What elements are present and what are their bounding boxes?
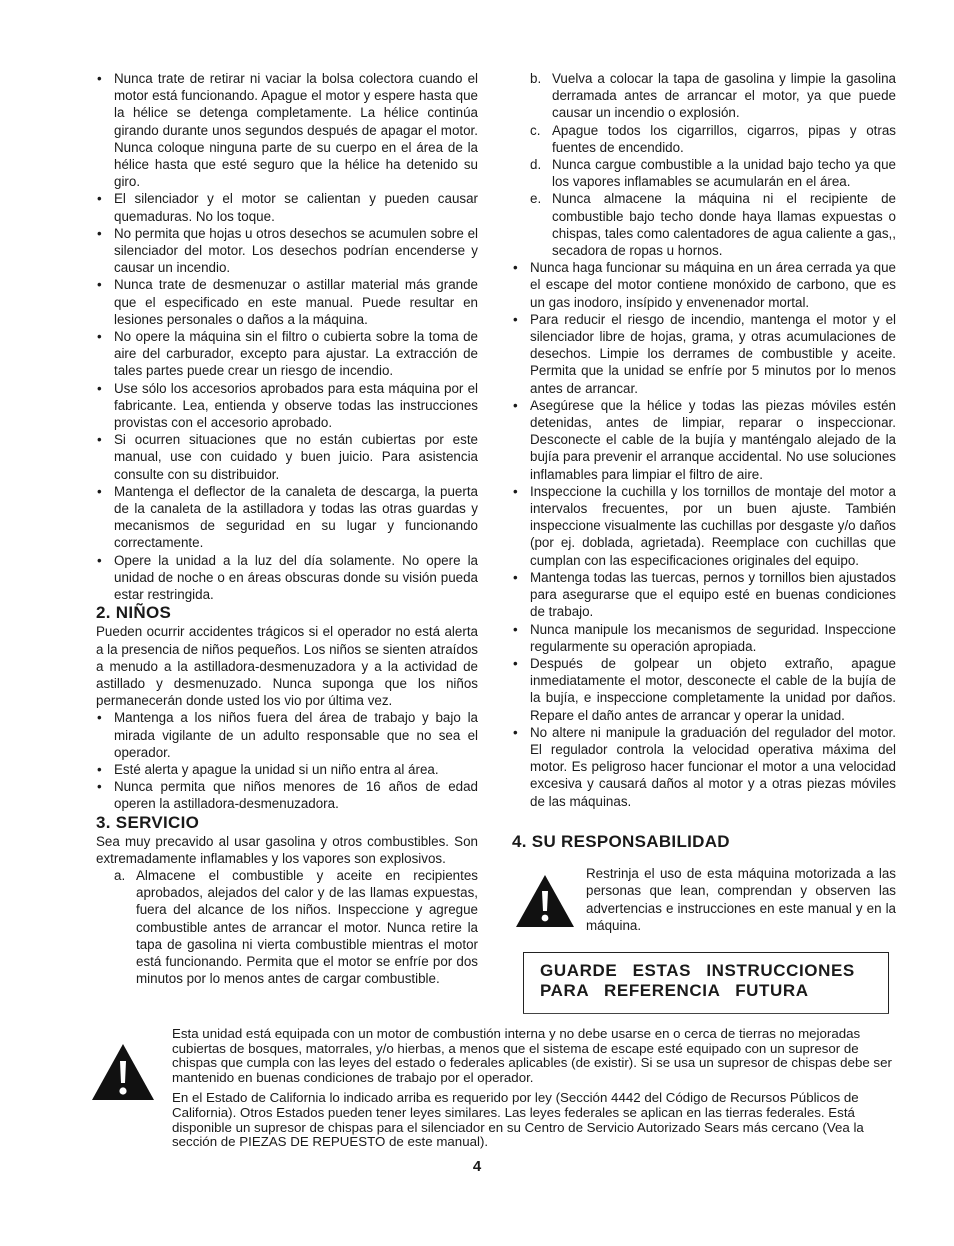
list-item: • No altere ni manipule la graduación del regulador del motor. El regulador controla la velocidad operativa máxima del motor. Es peligroso hacer funcionar el motor a una velocidad excesiva y causará daños al motor y a otras piezas móviles de las máquinas. bbox=[512, 724, 896, 810]
keep-instructions-line-1: GUARDE ESTAS INSTRUCCIONES bbox=[540, 961, 855, 980]
warning-triangle-icon bbox=[514, 873, 576, 933]
servicio-intro: Sea muy precavido al usar gasolina y otros combustibles. Son extremadamente inflamables y los vapores son explosivos. bbox=[96, 833, 478, 866]
list-item-text: Almacene el combustible y aceite en recipientes aprobados, alejados del calor y de las llamas expuestas, fuera del alcance de los niños. Inspeccione y agregue combustible antes de arrancar el motor. Nunca retire la tapa de gasolina ni vierta combustible mientras el motor está funcionando. Permita que el motor se enfríe por dos minutos por lo menos antes de cargar combustible. bbox=[136, 867, 478, 987]
section-heading-responsabilidad: 4. SU RESPONSABILIDAD bbox=[512, 831, 730, 851]
keep-instructions-title bbox=[540, 961, 855, 1001]
ninos-bullet-list bbox=[96, 709, 478, 812]
list-item: • Nunca trate de retirar ni vaciar la bolsa colectora cuando el motor está funcionando. Apague el motor y espere hasta que la hélice se detenga completamente. La hélice continúa girando durante unos segundos después de apagar el motor. Nunca coloque ninguna parte de su cuerpo en el área de la hélice hasta que esté seguro que la hélice ha detenido su giro. bbox=[96, 70, 478, 190]
list-item bbox=[512, 122, 896, 156]
keep-instructions-line-2: PARA REFERENCIA FUTURA bbox=[540, 981, 809, 1000]
ninos-intro: Pueden ocurrir accidentes trágicos si el operador no está alerta a la presencia de niños pequeños. Los niños se sienten atraídos a menudo a la astilladora-desmenuzadora y a la actividad de astillado y desmenuzado. Nunca suponga que los niños permanecerán donde usted los vio por última vez. bbox=[96, 624, 478, 709]
left-column bbox=[96, 70, 478, 987]
list-item: • Si ocurren situaciones que no están cubiertas por este manual, use con cuidado y buen juicio. Para asistencia consulte con su distribuidor. bbox=[96, 431, 478, 483]
list-marker: e. bbox=[530, 191, 542, 207]
list-item: • Esté alerta y apague la unidad si un niño entra al área. bbox=[96, 761, 478, 778]
list-item-text: Nunca cargue combustible a la unidad bajo techo ya que los vapores inflamables se acumularán en el área. bbox=[552, 157, 896, 190]
box-divider bbox=[523, 1013, 889, 1014]
notice-paragraph: En el Estado de California lo indicado arriba es requerido por ley (Sección 4442 del Código de Recursos Públicos de California). Otros Estados pueden tener leyes similares. Las leyes federales se aplican en las tierras federales. Está disponible un supresor de chispas para el silenciador en su Centro de Servicio Autorizado Sears más cercano (Vea la sección de PIEZAS DE REPUESTO de este manual). bbox=[172, 1090, 864, 1150]
list-item-text: Apague todos los cigarrillos, cigarros, pipas y otras fuentes de encendido. bbox=[552, 122, 896, 155]
list-item: • Después de golpear un objeto extraño, apague inmediatamente el motor, desconecte el cable de la bujía de la bujía, e inspeccione completamente la unidad por daños. Repare el daño antes de arrancar y operar la unidad. bbox=[512, 655, 896, 724]
right-column bbox=[512, 70, 896, 947]
list-item: • Nunca trate de desmenuzar o astillar material más grande que el especificado en este manual. Puede resultar en lesiones personales o daños a la máquina. bbox=[96, 276, 478, 328]
list-item-text: Vuelva a colocar la tapa de gasolina y limpie la gasolina derramada antes de arrancar el motor, ya que puede causar un incendio o explosión. bbox=[552, 71, 896, 121]
list-item: • Nunca haga funcionar su máquina en un área cerrada ya que el escape del motor contiene monóxido de carbono, que es un gas inodoro, insípido y envenenador mortal. bbox=[512, 259, 896, 311]
responsabilidad-text: Restrinja el uso de esta máquina motorizada a las personas que lean, comprendan y observen las advertencias e instrucciones en este manual y en la máquina. bbox=[586, 866, 896, 933]
list-item: • Mantenga a los niños fuera del área de trabajo y bajo la mirada vigilante de un adulto responsable que no sea el operador. bbox=[96, 709, 478, 761]
list-item: • Mantenga todas las tuercas, pernos y tornillos bien ajustados para asegurarse que el equipo esté en buenas condiciones de trabajo. bbox=[512, 569, 896, 621]
servicio-lettered-list-continued bbox=[512, 70, 896, 259]
servicio-bullet-list bbox=[512, 259, 896, 810]
list-item: • El silenciador y el motor se calientan y pueden causar quemaduras. No los toque. bbox=[96, 190, 478, 224]
list-item: • Mantenga el deflector de la canaleta de descarga, la puerta de la canaleta de la astilladora y todas las otras guardas y mecanismos de seguridad en su lugar y funcionando correctamente. bbox=[96, 483, 478, 552]
notice-paragraph: Esta unidad está equipada con un motor de combustión interna y no debe usarse en o cerca de tierras no mejoradas cubiertas de bosques, matorrales, y/o hierbas, a menos que el sistema de escape esté equipado con un supresor de chispas que cumpla con las leyes del estado o federales aplicables (de existir). Si se usa un supresor de chispas debe ser mantenido en buenas condiciones de trabajo por el operador. bbox=[172, 1026, 892, 1085]
servicio-lettered-list bbox=[96, 867, 478, 987]
list-item: • Asegúrese que la hélice y todas las piezas móviles estén detenidas, antes de limpiar, reparar o inspeccionar. Desconecte el cable de la bujía y manténgalo alejado de la bujía para prevenir el arranque accidental. No use soluciones inflamables para limpiar el filtro de aire. bbox=[512, 397, 896, 483]
list-item: • No opere la máquina sin el filtro o cubierta sobre la toma de aire del carburador, excepto para ajustar. La extracción de tales partes puede crear un riesgo de incendio. bbox=[96, 328, 478, 380]
responsabilidad-section bbox=[512, 832, 896, 934]
section-heading-servicio: 3. SERVICIO bbox=[96, 812, 200, 832]
section-heading-ninos: 2. NIÑOS bbox=[96, 603, 172, 623]
list-item: • No permita que hojas u otros desechos se acumulen sobre el silenciador del motor. Los desechos podrían encenderse y causar un incendio. bbox=[96, 225, 478, 277]
list-item bbox=[512, 70, 896, 122]
list-item: • Nunca manipule los mecanismos de seguridad. Inspeccione regularmente su operación apropiada. bbox=[512, 621, 896, 655]
list-item: • Use sólo los accesorios aprobados para esta máquina por el fabricante. Lea, entienda y observe todas las instrucciones provistas con el accesorio aprobado. bbox=[96, 380, 478, 432]
list-item bbox=[512, 190, 896, 259]
list-marker: c. bbox=[530, 122, 541, 138]
spark-arrester-notice bbox=[172, 1027, 897, 1156]
list-item: • Para reducir el riesgo de incendio, mantenga el motor y el silenciador libre de hojas, grama, y otras acumulaciones de desechos. Limpie los derrames de combustible y aceite. Permita que la unidad se enfríe por 5 minutos por lo menos antes de arrancar. bbox=[512, 311, 896, 397]
list-item: • Nunca permita que niños menores de 16 años de edad operen la astilladora-desmenuzadora. bbox=[96, 778, 478, 812]
list-marker: b. bbox=[530, 71, 542, 86]
list-marker: a. bbox=[114, 867, 126, 883]
list-item bbox=[512, 156, 896, 190]
list-item bbox=[96, 867, 478, 987]
keep-instructions-box bbox=[523, 952, 889, 1014]
list-marker: d. bbox=[530, 157, 542, 173]
page-number: 4 bbox=[472, 1158, 482, 1175]
list-item: • Opere la unidad a la luz del día solamente. No opere la unidad de noche o en áreas obscuras donde su visión pueda estar restringida. bbox=[96, 552, 478, 604]
safety-bullet-list bbox=[96, 70, 478, 603]
warning-triangle-icon bbox=[90, 1042, 156, 1107]
responsabilidad-body bbox=[512, 865, 896, 934]
list-item: • Inspeccione la cuchilla y los tornillos de montaje del motor a intervalos frecuentes, por un buen ajuste. También inspeccione visualmente las cuchillas por desgaste y/o daños (por ej. doblada, agrietada). Reemplace con cuchillas que cumplan con las especificaciones originales del equipo. bbox=[512, 483, 896, 569]
list-item-text: Nunca almacene la máquina ni el recipiente de combustible bajo techo donde haya llamas expuestas o chispas, tales como calentadores de agua caliente a gas,, secadora de ropas u hornos. bbox=[552, 191, 896, 259]
